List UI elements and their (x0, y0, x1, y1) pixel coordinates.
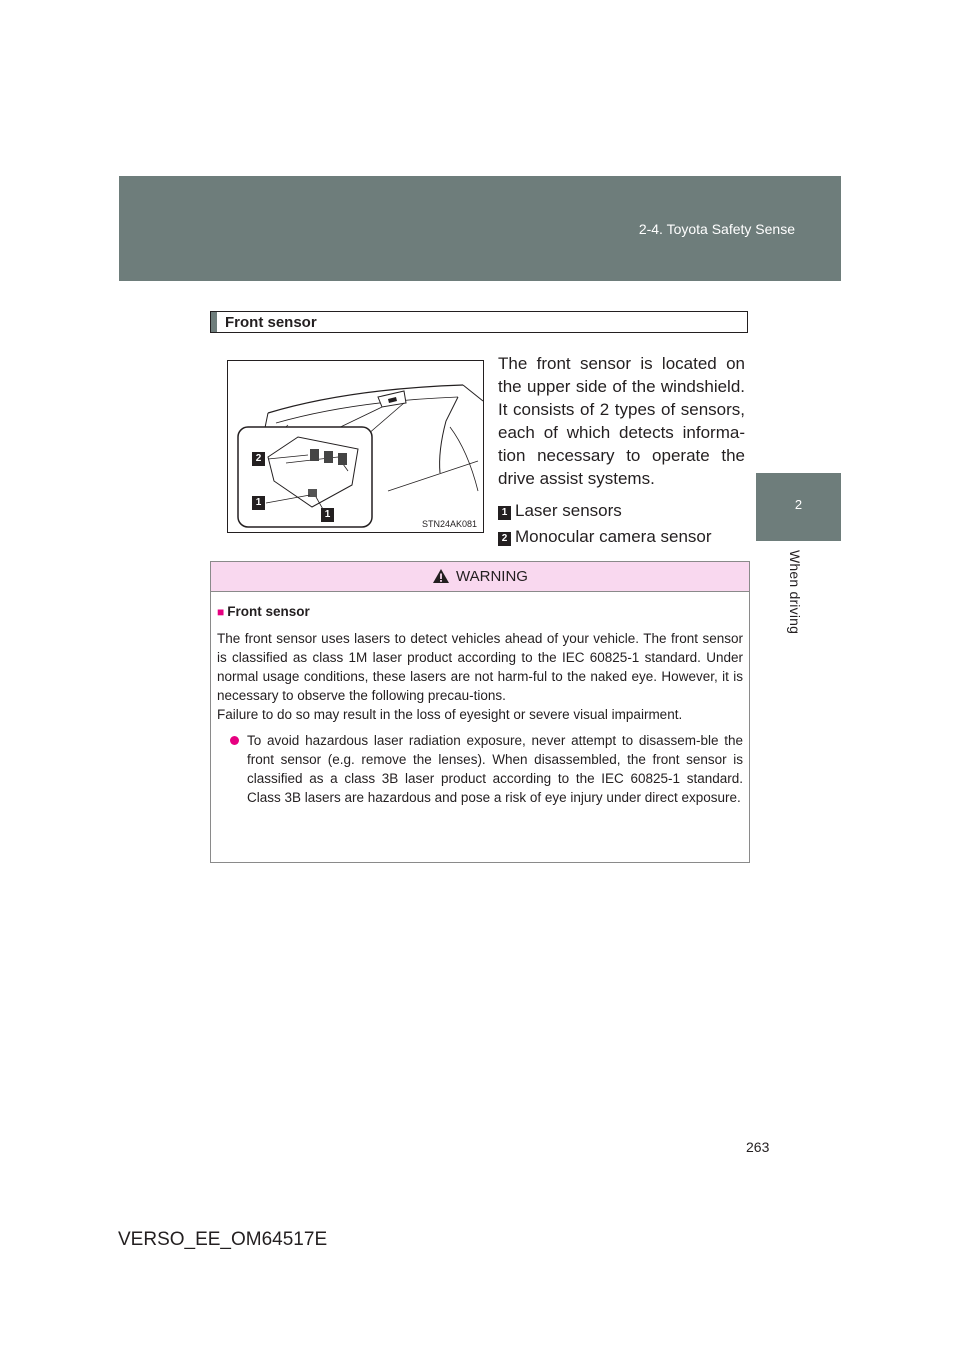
header-band (119, 176, 841, 281)
warning-box (210, 561, 750, 863)
warning-consequence: Failure to do so may result in the loss of eyesight or severe visual impairment. (217, 707, 683, 722)
document-code: VERSO_EE_OM64517E (118, 1229, 328, 1250)
chapter-tab (756, 473, 841, 541)
square-bullet-icon: ■ (217, 605, 225, 619)
legend-number: 1 (498, 506, 511, 520)
legend-label: Monocular camera sensor (515, 527, 712, 546)
section-heading-text: Front sensor (225, 314, 317, 331)
warning-header (211, 562, 749, 592)
page-number: 263 (746, 1139, 770, 1155)
legend-label: Laser sensors (515, 501, 622, 520)
warning-subheading-text: Front sensor (227, 604, 310, 619)
legend-item-laser (498, 501, 622, 521)
callout-camera: 2 (252, 452, 265, 466)
heading-bar (211, 312, 217, 332)
warning-bullet (217, 731, 743, 807)
chapter-number: 2 (794, 497, 803, 512)
legend-number: 2 (498, 532, 511, 546)
callout-laser-left: 1 (252, 496, 265, 510)
callout-laser-bottom: 1 (321, 508, 334, 522)
legend-item-camera (498, 527, 712, 547)
intro-text: The front sensor is located on the upper side of the windshield. It consists of 2 types of sensors, each of which detects informa-tion necessary to operate the drive assist systems. (498, 354, 745, 488)
warning-paragraph: The front sensor uses lasers to detect vehicles ahead of your vehicle. The front sensor is classified as class 1M laser product according to the IEC 60825-1 standard. Under normal usage conditions, these lasers are not harm-ful to the naked eye. However, it is necessary to observe the following precau-tions. (217, 631, 743, 703)
chapter-label: When driving (787, 550, 803, 635)
windshield-sensor-drawing (228, 361, 483, 532)
section-title: 2-4. Toyota Safety Sense (638, 221, 795, 237)
warning-triangle-icon (432, 568, 450, 584)
figure-code: STN24AK081 (421, 519, 477, 529)
bullet-dot-icon (230, 736, 239, 745)
warning-body (211, 592, 749, 807)
warning-subheading (217, 602, 743, 622)
warning-bullet-text: To avoid hazardous laser radiation exposure, never attempt to disassem-ble the front sensor (e.g. remove the lenses). When disassembled, the front sensor is classified as a class 3B laser product according to the IEC 60825-1 standard. Class 3B lasers are hazardous and pose a risk of eye injury under direct exposure. (247, 733, 743, 805)
warning-title: WARNING (456, 568, 528, 585)
front-sensor-illustration (227, 360, 484, 533)
section-heading (210, 311, 748, 333)
